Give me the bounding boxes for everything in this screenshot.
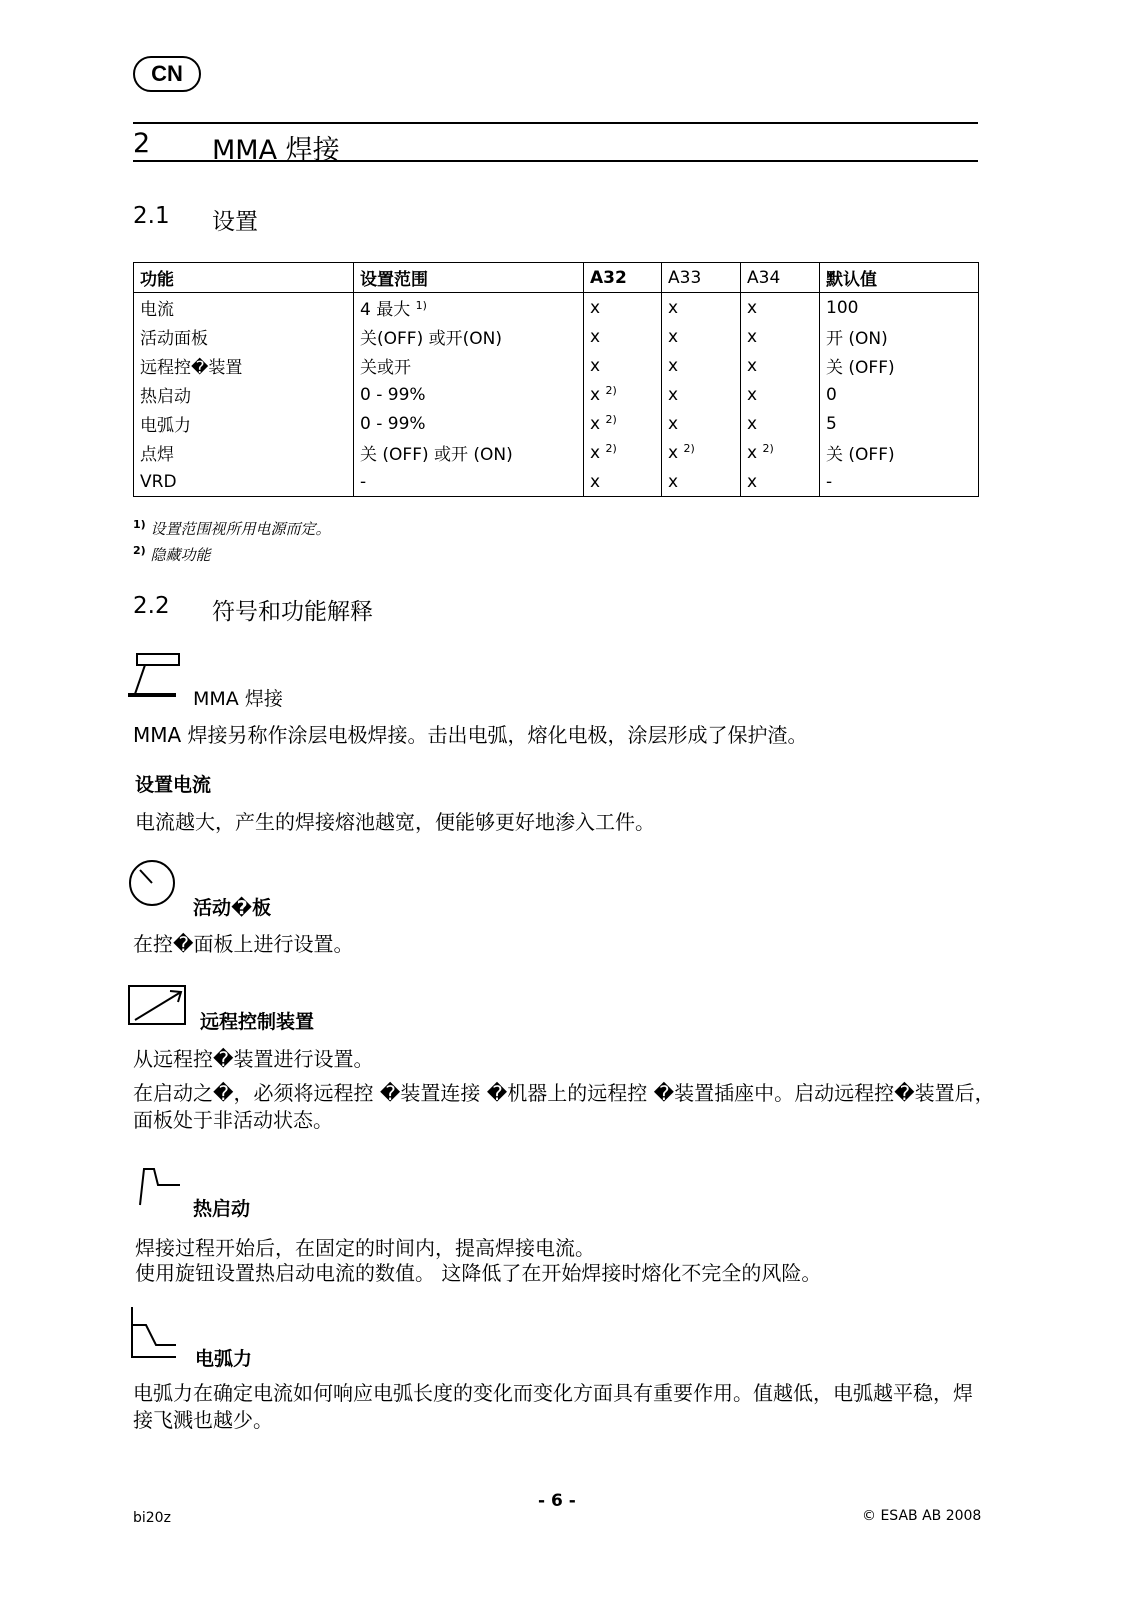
cell-function-text: 电弧力 xyxy=(140,416,191,436)
hot-start-description-1: 焊接过程开始后，在固定的时间内，提高焊接电流。 xyxy=(135,1236,595,1260)
cell-a33 xyxy=(662,293,741,323)
cell-a34 xyxy=(741,380,820,409)
cell-a34 xyxy=(741,438,820,467)
table-row xyxy=(134,380,979,409)
footnote-text: 隐藏功能 xyxy=(150,546,211,564)
col-header-default: 默认值 xyxy=(820,263,979,293)
cell-default-text: - xyxy=(826,471,833,492)
hot-start-icon xyxy=(136,1165,182,1207)
footnote-1 xyxy=(133,518,330,539)
cell-a33 xyxy=(662,380,741,409)
cell-default-text: 0 xyxy=(826,384,837,405)
active-panel-description: 在控�面板上进行设置。 xyxy=(133,932,354,956)
cell-range-text: 0 - 99% xyxy=(360,414,426,434)
cell-a33 xyxy=(662,351,741,380)
cell-a33-text: x xyxy=(668,327,679,347)
cell-a32 xyxy=(584,438,662,467)
footnote-mark: 1) xyxy=(133,518,146,531)
section-number: 2 xyxy=(133,128,151,159)
table-row xyxy=(134,438,979,467)
cell-range xyxy=(354,438,584,467)
knob-icon xyxy=(128,858,178,908)
table-row xyxy=(134,467,979,497)
cell-default xyxy=(820,351,979,380)
cell-a33-text: x xyxy=(668,443,679,463)
footnote-mark: 2) xyxy=(133,544,146,557)
col-header-a32: A32 xyxy=(584,263,662,293)
cell-a33-footnote-mark: 2) xyxy=(683,442,695,455)
language-badge: CN xyxy=(133,56,201,92)
page-number: - 6 - xyxy=(538,1491,576,1511)
doc-code: bi20z xyxy=(133,1510,171,1526)
footnote-text: 设置范围视所用电源而定。 xyxy=(150,520,331,538)
hot-start-title: 热启动 xyxy=(193,1198,251,1220)
cell-range-text: 关(OFF) 或开(ON) xyxy=(360,329,502,349)
cell-function-text: 电流 xyxy=(140,300,174,320)
cell-a34-text: x xyxy=(747,385,758,405)
cell-a32-text: x xyxy=(590,298,601,318)
cell-function xyxy=(134,351,354,380)
cell-a32-text: x xyxy=(590,414,601,434)
cell-range xyxy=(354,351,584,380)
cell-a32 xyxy=(584,322,662,351)
col-header-a34: A34 xyxy=(741,263,820,293)
cell-a33-text: x xyxy=(668,414,679,434)
remote-control-note: 在启动之�，必须将远程控 �装置连接 �机器上的远程控 �装置插座中。启动远程控�装置后，面板处于非活动状态。 xyxy=(133,1081,995,1132)
cell-a33 xyxy=(662,467,741,497)
active-panel-title: 活动�板 xyxy=(193,897,272,919)
cell-a33-text: x xyxy=(668,385,679,405)
cell-a33 xyxy=(662,438,741,467)
table-row xyxy=(134,351,979,380)
cell-a34-text: x xyxy=(747,356,758,376)
cell-a32 xyxy=(584,409,662,438)
cell-default-text: 关 (OFF) xyxy=(826,358,895,378)
cell-a32-footnote-mark: 2) xyxy=(605,384,617,397)
cell-default xyxy=(820,438,979,467)
cell-function xyxy=(134,293,354,323)
cell-a32 xyxy=(584,467,662,497)
cell-default-text: 100 xyxy=(826,297,859,318)
cell-function-text: 热启动 xyxy=(140,387,191,407)
cell-a32-text: x xyxy=(590,385,601,405)
cell-range xyxy=(354,467,584,497)
cell-range-text: 关或开 xyxy=(360,358,411,378)
subsection-number: 2.2 xyxy=(133,593,170,619)
cell-range-footnote-mark: 1) xyxy=(415,299,427,312)
cell-range-text: 关 (OFF) 或开 (ON) xyxy=(360,445,513,465)
hot-start-description-2: 使用旋钮设置热启动电流的数值。 这降低了在开始焊接时熔化不完全的风险。 xyxy=(135,1261,822,1285)
table-row xyxy=(134,322,979,351)
section-title: MMA 焊接 xyxy=(212,135,340,166)
cell-a32-text: x xyxy=(590,443,601,463)
set-current-description: 电流越大，产生的焊接熔池越宽，便能够更好地渗入工件。 xyxy=(135,810,655,834)
cell-a34-text: x xyxy=(747,472,758,492)
cell-a34 xyxy=(741,293,820,323)
cell-a33-text: x xyxy=(668,298,679,318)
cell-a33 xyxy=(662,322,741,351)
remote-control-icon xyxy=(128,984,188,1026)
heading-rule-bottom xyxy=(133,160,978,162)
cell-a34-text: x xyxy=(747,443,758,463)
cell-default xyxy=(820,322,979,351)
cell-function xyxy=(134,467,354,497)
cell-a34-footnote-mark: 2) xyxy=(762,442,774,455)
cell-a33 xyxy=(662,409,741,438)
cell-range xyxy=(354,322,584,351)
cell-a34 xyxy=(741,322,820,351)
cell-a32 xyxy=(584,351,662,380)
cell-a34 xyxy=(741,467,820,497)
settings-table xyxy=(133,262,979,497)
cell-a32-text: x xyxy=(590,327,601,347)
arc-force-description: 电弧力在确定电流如何响应电弧长度的变化而变化方面具有重要作用。值越低，电弧越平稳，焊接飞溅也越少。 xyxy=(133,1381,973,1432)
cell-function-text: 点焊 xyxy=(140,445,174,465)
cell-range xyxy=(354,293,584,323)
cell-a32-text: x xyxy=(590,472,601,492)
arc-force-icon xyxy=(128,1305,184,1361)
subsection-title: 符号和功能解释 xyxy=(212,599,373,625)
cell-a34-text: x xyxy=(747,414,758,434)
cell-function-text: 活动面板 xyxy=(140,329,208,349)
cell-a32-text: x xyxy=(590,356,601,376)
cell-range-text: 0 - 99% xyxy=(360,385,426,405)
subsection-number: 2.1 xyxy=(133,203,170,229)
cell-a32 xyxy=(584,380,662,409)
cell-a34 xyxy=(741,351,820,380)
cell-a33-text: x xyxy=(668,356,679,376)
cell-range xyxy=(354,409,584,438)
col-header-function: 功能 xyxy=(134,263,354,293)
cell-default-text: 5 xyxy=(826,413,837,434)
mma-description: MMA 焊接另称作涂层电极焊接。击出电弧，熔化电极，涂层形成了保护渣。 xyxy=(133,723,808,747)
cell-a32 xyxy=(584,293,662,323)
cell-function xyxy=(134,380,354,409)
col-header-range: 设置范围 xyxy=(354,263,584,293)
copyright: © ESAB AB 2008 xyxy=(862,1508,982,1524)
subsection-title: 设置 xyxy=(212,209,258,235)
heading-rule-top xyxy=(133,122,978,124)
cell-a32-footnote-mark: 2) xyxy=(605,413,617,426)
cell-a33-text: x xyxy=(668,472,679,492)
table-row xyxy=(134,293,979,323)
arc-force-title: 电弧力 xyxy=(195,1348,253,1370)
cell-function xyxy=(134,322,354,351)
cell-default xyxy=(820,293,979,323)
cell-default xyxy=(820,380,979,409)
cell-range xyxy=(354,380,584,409)
cell-default xyxy=(820,467,979,497)
cell-range-text: - xyxy=(360,472,367,492)
cell-function xyxy=(134,438,354,467)
mma-title: MMA 焊接 xyxy=(193,688,283,710)
cell-function xyxy=(134,409,354,438)
cell-default-text: 关 (OFF) xyxy=(826,445,895,465)
remote-control-title: 远程控制装置 xyxy=(200,1011,315,1033)
table-header-row xyxy=(134,263,979,293)
cell-default xyxy=(820,409,979,438)
set-current-title: 设置电流 xyxy=(135,774,212,796)
col-header-a33: A33 xyxy=(662,263,741,293)
cell-a32-footnote-mark: 2) xyxy=(605,442,617,455)
cell-a34 xyxy=(741,409,820,438)
cell-a34-text: x xyxy=(747,298,758,318)
cell-default-text: 开 (ON) xyxy=(826,329,888,349)
cell-range-text: 4 最大 xyxy=(360,300,411,320)
cell-function-text: 远程控�装置 xyxy=(140,358,243,378)
mma-electrode-icon xyxy=(128,652,184,700)
cell-function-text: VRD xyxy=(140,471,177,492)
footnote-2 xyxy=(133,544,210,565)
cell-a34-text: x xyxy=(747,327,758,347)
remote-control-description: 从远程控�装置进行设置。 xyxy=(133,1047,374,1071)
table-row xyxy=(134,409,979,438)
